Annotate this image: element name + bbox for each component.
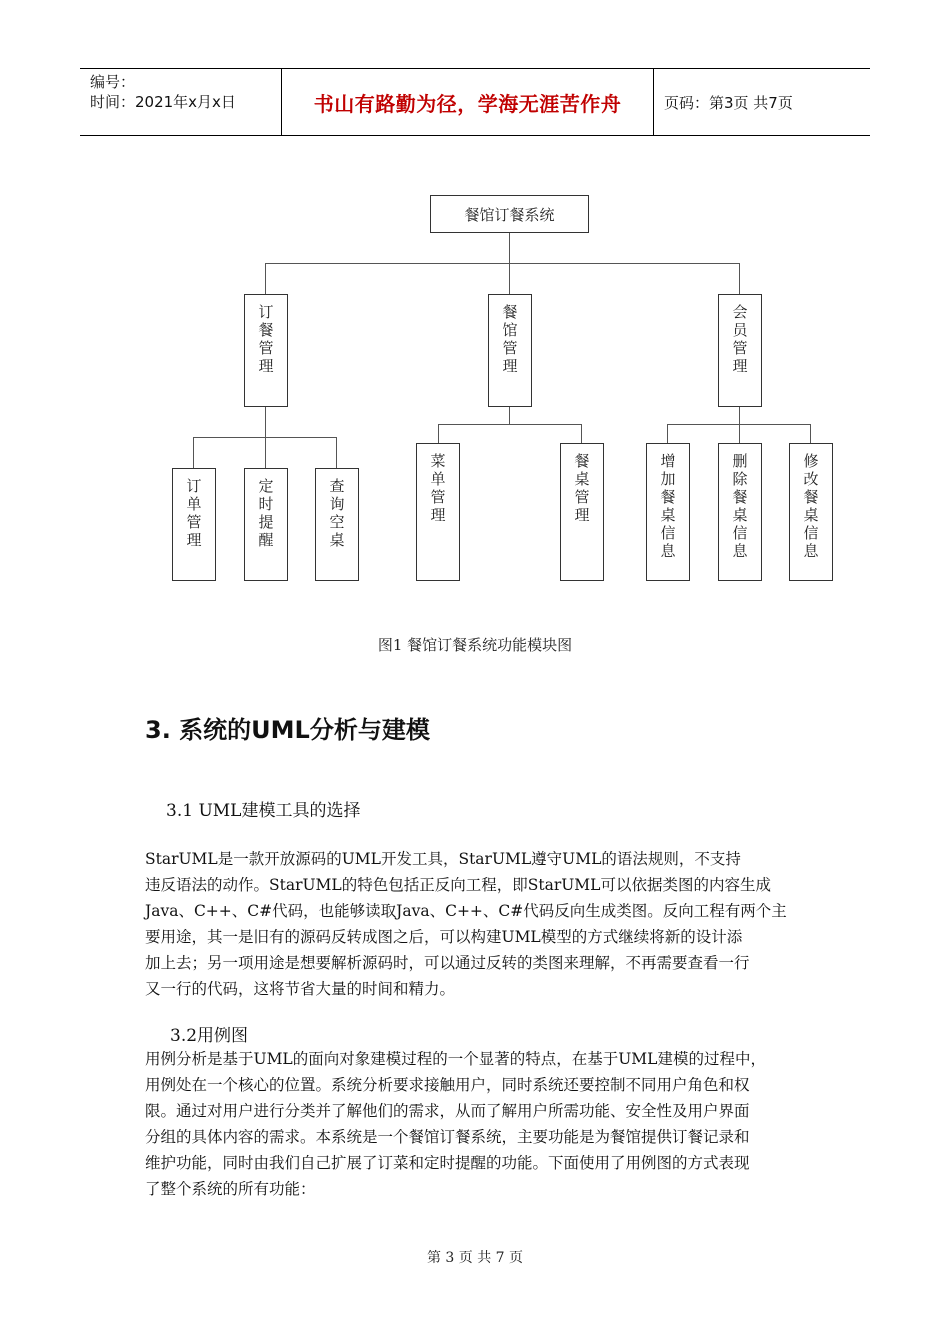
paragraph-line: 违反语法的动作。StarUML的特色包括正反向工程，即StarUML可以依据类图的内容生成 (145, 876, 771, 894)
connector-line (739, 263, 740, 295)
header-page: 页码：第3页 共7页 (664, 93, 793, 112)
header-meta (80, 69, 282, 135)
submodule-node: 订单管理 (172, 468, 216, 581)
connector-line (438, 424, 582, 425)
connector-line (336, 437, 337, 469)
submodule-node: 餐桌管理 (560, 443, 604, 581)
connector-line (739, 424, 740, 444)
paragraph-line: 又一行的代码，这将节省大量的时间和精力。 (145, 980, 456, 998)
header-number: 编号： (90, 73, 136, 91)
connector-line (509, 232, 510, 263)
paragraph-line: 分组的具体内容的需求。本系统是一个餐馆订餐系统，主要功能是为餐馆提供订餐记录和 (145, 1128, 750, 1146)
paragraph-line: 限。通过对用户进行分类并了解他们的需求，从而了解用户所需功能、安全性及用户界面 (145, 1102, 750, 1120)
connector-line (739, 406, 740, 424)
module-node-restaurant: 餐馆管理 (488, 294, 532, 407)
figure-caption: 图1 餐馆订餐系统功能模块图 (377, 636, 573, 654)
connector-line (193, 437, 194, 469)
connector-line (509, 406, 510, 424)
module-node-member: 会员管理 (718, 294, 762, 407)
paragraph-line: StarUML是一款开放源码的UML开发工具，StarUML遵守UML的语法规则，不支持 (145, 850, 741, 868)
connector-line (810, 424, 811, 444)
connector-line (667, 424, 668, 444)
paragraph-line: 加上去；另一项用途是想要解析源码时，可以通过反转的类图来理解，不再需要查看一行 (145, 954, 750, 972)
paragraph-use-case (145, 1046, 813, 1202)
paragraph-line: 要用途，其一是旧有的源码反转成图之后，可以构建UML模型的方式继续将新的设计添 (145, 928, 743, 946)
paragraph-line: 维护功能，同时由我们自己扩展了订菜和定时提醒的功能。下面使用了用例图的方式表现 (145, 1154, 750, 1172)
header-date: 时间：2021年x月x日 (90, 93, 236, 111)
page-footer: 第 3 页 共 7 页 (426, 1250, 524, 1266)
connector-line (581, 424, 582, 444)
paragraph-line: Java、C++、C#代码，也能够读取Java、C++、C#代码反向生成类图。反向工程有两个主 (145, 902, 787, 920)
connector-line (509, 263, 510, 295)
submodule-node: 定时提醒 (244, 468, 288, 581)
paragraph-staruml (145, 846, 813, 1002)
module-node-order: 订餐管理 (244, 294, 288, 407)
paragraph-line: 用例处在一个核心的位置。系统分析要求接触用户，同时系统还要控制不同用户角色和权 (145, 1076, 750, 1094)
page-header (80, 68, 870, 136)
connector-line (265, 437, 266, 469)
section-heading: 3. 系统的UML分析与建模 (145, 716, 430, 744)
connector-line (265, 263, 740, 264)
submodule-node: 查询空桌 (315, 468, 359, 581)
submodule-node: 增加餐桌信息 (646, 443, 690, 581)
subsection-heading-3-1: 3.1 UML建模工具的选择 (166, 801, 361, 821)
submodule-node: 删除餐桌信息 (718, 443, 762, 581)
connector-line (265, 406, 266, 437)
paragraph-line: 用例分析是基于UML的面向对象建模过程的一个显著的特点，在基于UML建模的过程中， (145, 1050, 766, 1068)
submodule-node: 修改餐桌信息 (789, 443, 833, 581)
connector-line (265, 263, 266, 295)
subsection-heading-3-2: 3.2用例图 (170, 1026, 249, 1046)
header-motto: 书山有路勤为径，学海无涯苦作舟 (313, 91, 622, 116)
header-motto-cell (282, 69, 654, 135)
connector-line (438, 424, 439, 444)
paragraph-line: 了整个系统的所有功能： (145, 1180, 316, 1198)
diagram-root-node: 餐馆订餐系统 (430, 195, 589, 233)
submodule-node: 菜单管理 (416, 443, 460, 581)
